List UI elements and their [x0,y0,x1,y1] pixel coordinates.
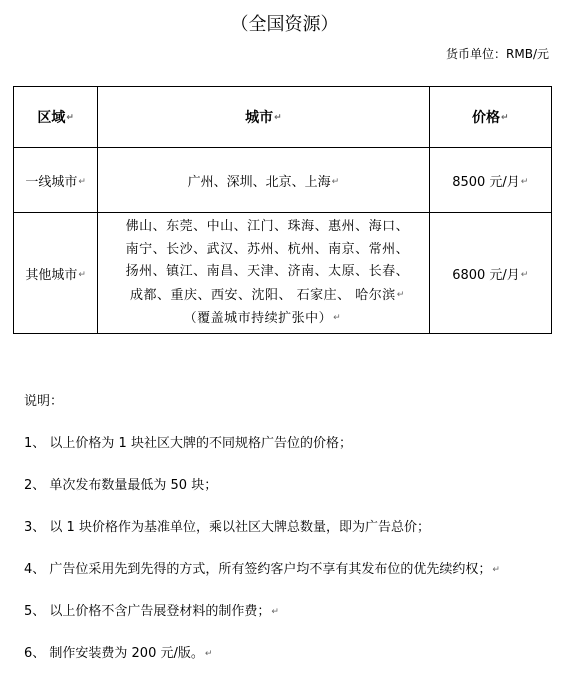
table-row [14,213,552,334]
paragraph-mark-icon: ↵ [331,177,340,187]
paragraph-mark-icon: ↵ [78,177,86,187]
city-line: 佛山、东莞、中山、江门、珠海、惠州、海口、 [125,219,410,234]
table-row [14,148,552,213]
paragraph-mark-icon: ↵ [271,606,279,617]
paragraph-mark-icon: ↵ [78,270,86,280]
paragraph-mark-icon: ↵ [333,312,342,323]
note-item: 5、 以上价格不含广告展登材料的制作费；↵ [24,604,279,619]
city-line: 南宁、长沙、武汉、苏州、杭州、南京、常州、 [125,241,410,257]
note-item: 6、 制作安装费为 200 元/版。↵ [24,646,213,661]
paragraph-mark-icon: ↵ [520,270,529,280]
header-city: 城市↵ [98,87,429,148]
coverage-note: （覆盖城市持续扩张中）↵ [183,310,342,326]
city-cell: 广州、深圳、北京、上海↵ [98,148,429,213]
city-line: 扬州、镇江、南昌、天津、济南、太原、长春、 [125,264,410,279]
paragraph-mark-icon: ↵ [500,113,509,123]
region-cell: 一线城市↵ [14,148,98,213]
paragraph-mark-icon: ↵ [274,113,282,123]
region-cell: 其他城市↵ [14,213,98,334]
paragraph-mark-icon: ↵ [66,113,74,123]
paragraph-mark-icon: ↵ [520,177,529,187]
note-item: 4、 广告位采用先到先得的方式，所有签约客户均不享有其发布位的优先续约权；↵ [24,562,500,577]
header-region: 区域↵ [14,87,98,148]
price-table [13,86,552,334]
city-cell [98,213,429,334]
city-line: 成都、重庆、西安、沈阳、 石家庄、 哈尔滨↵ [130,287,405,303]
paragraph-mark-icon: ↵ [396,289,405,300]
table-header-row [14,87,552,148]
notes-label: 说明： [24,394,64,409]
price-cell: 8500 元/月↵ [429,148,551,213]
price-cell: 6800 元/月↵ [429,213,551,334]
note-item: 3、 以 1 块价格作为基准单位，乘以社区大牌总数量，即为广告总价； [24,520,430,535]
paragraph-mark-icon: ↵ [492,564,500,575]
header-price: 价格↵ [429,87,551,148]
note-item: 1、 以上价格为 1 块社区大牌的不同规格广告位的价格； [24,436,352,451]
note-item: 2、 单次发布数量最低为 50 块； [24,478,218,493]
page-title: （全国资源） [230,14,339,35]
currency-unit: 货币单位：RMB/元 [446,47,549,61]
paragraph-mark-icon: ↵ [204,648,213,659]
